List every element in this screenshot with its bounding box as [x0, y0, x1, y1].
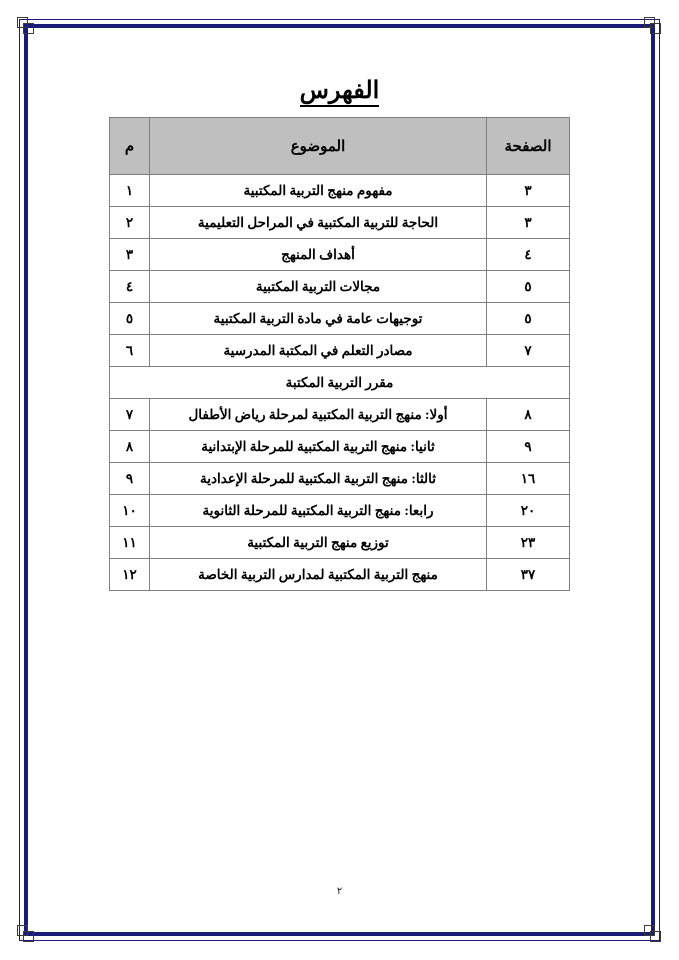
cell-topic: أهداف المنهج: [150, 239, 487, 271]
index-table-container: [110, 117, 570, 591]
index-table: [109, 117, 570, 591]
table-row: [110, 175, 570, 207]
table-header-row: [110, 118, 570, 175]
table-row: [110, 271, 570, 303]
cell-page-number: ٣: [487, 207, 570, 239]
cell-topic: ثالثا: منهج التربية المكتبية للمرحلة الإعدادية: [150, 463, 487, 495]
footer-page-number: ٢: [336, 886, 343, 897]
cell-page-number: ٢٠: [487, 495, 570, 527]
table-row: [110, 559, 570, 591]
cell-page-number: ٣: [487, 175, 570, 207]
cell-page-number: ٨: [487, 399, 570, 431]
table-row: [110, 335, 570, 367]
cell-topic: مفهوم منهج التربية المكتبية: [150, 175, 487, 207]
cell-topic: توزيع منهج التربية المكتبية: [150, 527, 487, 559]
table-row: [110, 431, 570, 463]
column-header-page: الصفحة: [487, 118, 570, 175]
column-header-topic: الموضوع: [150, 118, 487, 175]
cell-page-number: ٣٧: [487, 559, 570, 591]
cell-row-number: ٢: [110, 207, 150, 239]
table-row: [110, 239, 570, 271]
cell-row-number: ٧: [110, 399, 150, 431]
cell-row-number: ٣: [110, 239, 150, 271]
cell-row-number: ٦: [110, 335, 150, 367]
cell-row-number: ٥: [110, 303, 150, 335]
table-header: [110, 118, 570, 175]
cell-row-number: ١٠: [110, 495, 150, 527]
cell-row-number: ٨: [110, 431, 150, 463]
cell-row-number: ٩: [110, 463, 150, 495]
cell-topic: مصادر التعلم في المكتبة المدرسية: [150, 335, 487, 367]
cell-topic: أولا: منهج التربية المكتبية لمرحلة رياض الأطفال: [150, 399, 487, 431]
page-title-text: الفهرس: [300, 78, 380, 107]
table-row: [110, 303, 570, 335]
cell-page-number: ٢٣: [487, 527, 570, 559]
cell-page-number: ٧: [487, 335, 570, 367]
cell-page-number: ٤: [487, 239, 570, 271]
table-row: [110, 207, 570, 239]
cell-topic: الحاجة للتربية المكتبية في المراحل التعليمية: [150, 207, 487, 239]
table-row: [110, 527, 570, 559]
cell-row-number: ٤: [110, 271, 150, 303]
section-heading-label: مقرر التربية المكتبة: [110, 367, 570, 399]
cell-topic: رابعا: منهج التربية المكتبية للمرحلة الثانوية: [150, 495, 487, 527]
cell-topic: منهج التربية المكتبية لمدارس التربية الخاصة: [150, 559, 487, 591]
page-title: [0, 76, 679, 105]
cell-row-number: ١: [110, 175, 150, 207]
cell-row-number: ١١: [110, 527, 150, 559]
cell-topic: توجيهات عامة في مادة التربية المكتبية: [150, 303, 487, 335]
table-row: [110, 399, 570, 431]
cell-page-number: ٩: [487, 431, 570, 463]
cell-topic: ثانيا: منهج التربية المكتبية للمرحلة الإبتدانية: [150, 431, 487, 463]
cell-page-number: ١٦: [487, 463, 570, 495]
table-section-heading-row: [110, 367, 570, 399]
cell-topic: مجالات التربية المكتبية: [150, 271, 487, 303]
cell-page-number: ٥: [487, 271, 570, 303]
table-body: [110, 175, 570, 591]
cell-page-number: ٥: [487, 303, 570, 335]
cell-row-number: ١٢: [110, 559, 150, 591]
table-row: [110, 463, 570, 495]
column-header-number: م: [110, 118, 150, 175]
table-row: [110, 495, 570, 527]
